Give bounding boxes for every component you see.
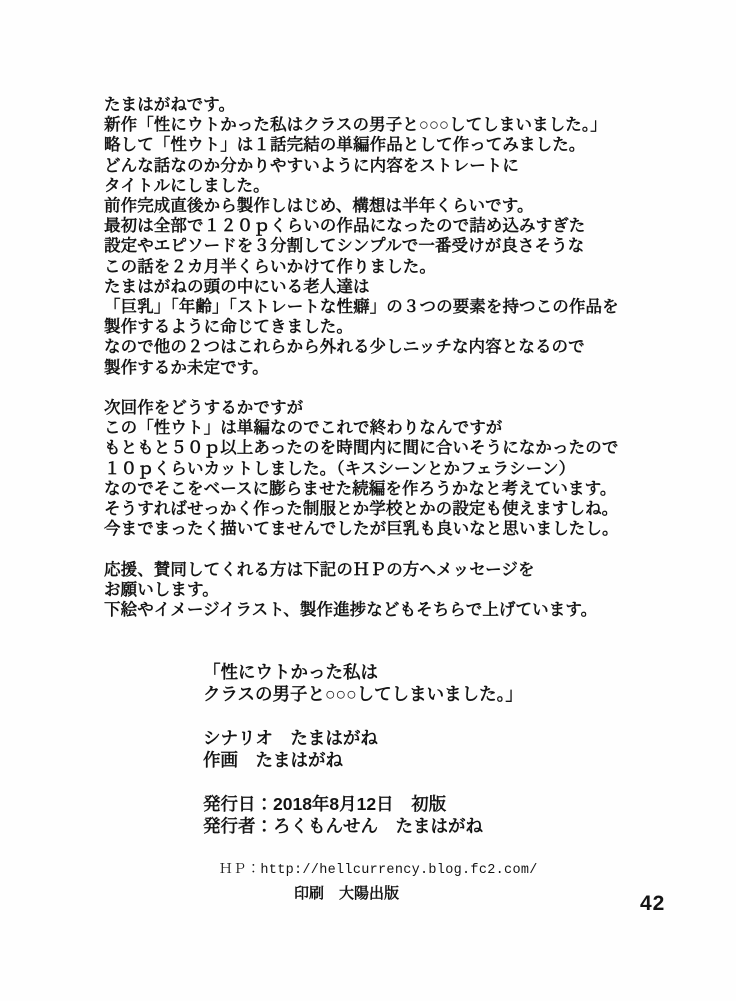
text-line: この「性ウト」は単編なのでこれで終わりなんですが (104, 419, 503, 438)
text-line: たまはがねです。 (104, 96, 236, 114)
text-line: 応援、賛同してくれる方は下記のＨＰの方へメッセージを (104, 560, 535, 579)
homepage-url: ＨＰ：http://hellcurrency.blog.fc2.com/ (219, 863, 538, 878)
text-line: この話を２カ月半くらいかけて作りました。 (104, 257, 436, 276)
text-line: 製作するように命じてきました。 (104, 318, 353, 337)
text-line: １０ｐくらいカットしました。（キスシーンとかフェラシーン） (104, 459, 576, 478)
work-title-line-2: クラスの男子と○○○してしまいました。」 (203, 684, 523, 704)
art-credit: 作画 たまはがね (203, 750, 343, 770)
text-line: 前作完成直後から製作しはじめ、構想は半年くらいです。 (104, 197, 534, 216)
afterword-text (104, 95, 664, 620)
afterword-paragraph-1 (104, 95, 664, 378)
afterword-paragraph-3 (104, 560, 664, 621)
text-line: 設定やエピソードを３分割してシンプルで一番受けが良さそうな (104, 237, 585, 256)
text-line: そうすればせっかく作った制服とか学校とかの設定も使えますしね。 (104, 500, 619, 519)
spacer (203, 771, 643, 793)
work-title-line-1: 「性にウトかった私は (203, 662, 378, 682)
text-line: 次回作をどうするかですが (104, 399, 304, 418)
text-line: 製作するか未定です。 (104, 358, 269, 377)
text-line: タイトルにしました。 (104, 176, 270, 195)
page-number: 42 (640, 892, 666, 915)
spacer (203, 705, 643, 727)
afterword-paragraph-2 (104, 398, 664, 539)
scenario-credit: シナリオ たまはがね (203, 728, 378, 748)
text-line: なので他の２つはこれらから外れる少しニッチな内容となるので (104, 338, 585, 357)
text-line: たまはがねの頭の中にいる老人達は (104, 277, 370, 296)
text-line: なのでそこをベースに膨らませた続編を作ろうかなと考えています。 (104, 479, 617, 498)
text-line: 「巨乳」「年齢」「ストレートな性癖」の３つの要素を持つこの作品を (104, 298, 619, 317)
text-line: どんな話なのか分かりやすいように内容をストレートに (104, 156, 519, 175)
colophon (203, 661, 643, 837)
publisher: 発行者：ろくもんせん たまはがね (203, 816, 483, 836)
text-line: 略して「性ウト」は１話完結の単編作品として作ってみました。 (104, 136, 586, 155)
text-line: 今までまったく描いてませんでしたが巨乳も良いなと思いましたし。 (104, 520, 619, 539)
printer-credit: 印刷 大陽出版 (294, 885, 400, 902)
publish-date: 発行日：2018年8月12日 初版 (203, 794, 447, 814)
text-line: お願いします。 (104, 580, 219, 599)
text-line: もともと５０ｐ以上あったのを時間内に間に合いそうになかったので (104, 439, 619, 458)
text-line: 下絵やイメージイラスト、製作進捗などもそちらで上げています。 (104, 601, 598, 620)
text-line: 新作「性にウトかった私はクラスの男子と○○○してしまいました。」 (104, 116, 607, 135)
text-line: 最初は全部で１２０ｐくらいの作品になったので詰め込みすぎた (104, 217, 586, 236)
